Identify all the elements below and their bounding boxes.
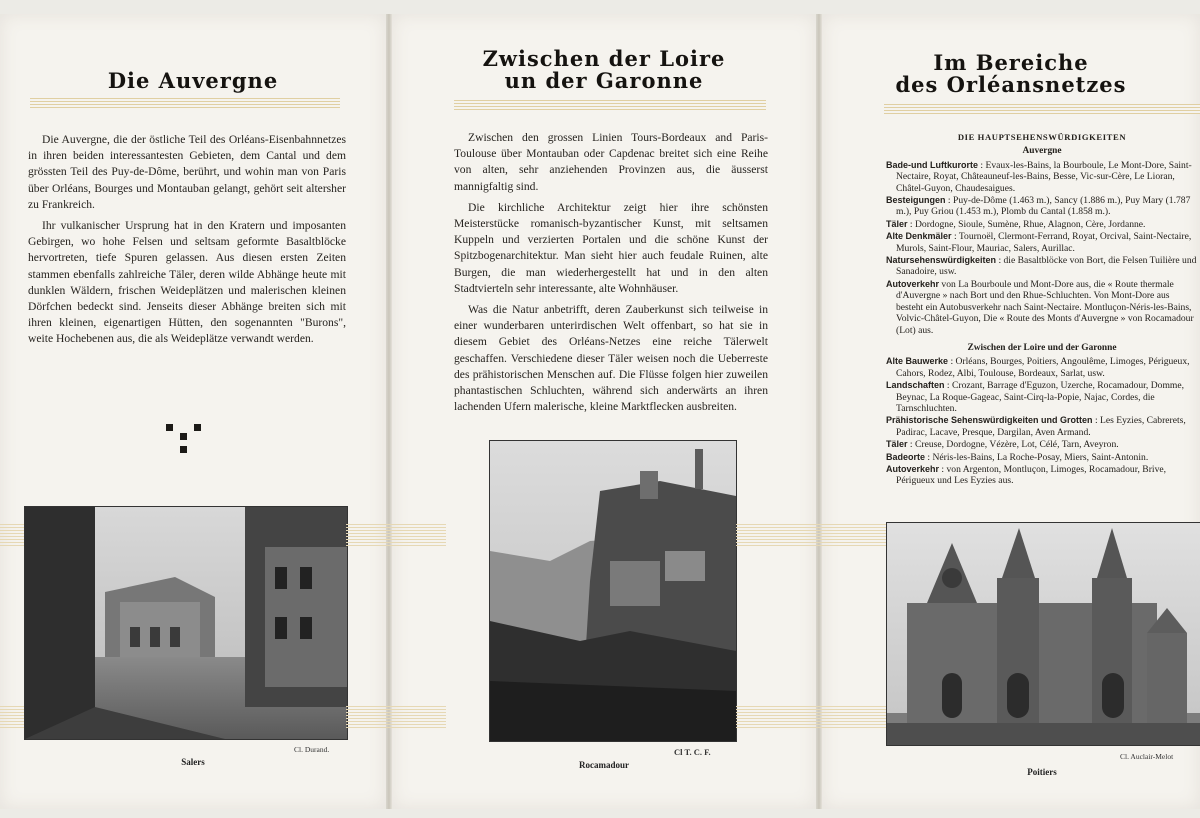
- photo-poitiers: [886, 522, 1200, 746]
- title-rule: [884, 104, 1200, 114]
- title-rule: [454, 100, 766, 110]
- paragraph: Ihr vulkanischer Ursprung hat in den Kratern und imposanten Gebirgen, wo hohe Felsen und seltsam geformte Basaltblöcke hervortreten, tiefe Spuren gelassen. Aus diesen ersten Zeiten stammen ebenfalls zahlreiche Täler, deren wilde Abhänge heute mit dunklen Wäldern, frischen Weideplätzen und malerischen kleinen Dörfchen bedeckt sind. Jenseits dieser Abhänge breiten sich mit ihren kleinen, eigenartigen Hütten, den sogenannten "Burons", weite Hochebenen aus, die als Weideplätze verwandt werden.: [28, 219, 346, 346]
- title-line-2: un der Garonne: [504, 68, 704, 94]
- list-item: Bade-und Luftkurorte : Evaux-les-Bains, la Bourboule, Le Mont-Dore, Saint-Nectaire, Royat, Châteauneuf-les-Bains, Besse, Vic-sur-Cère, Le Lioran, Châtel-Guyon, Chaudesaigues.: [886, 159, 1192, 194]
- decorative-band: [736, 706, 886, 728]
- decorative-band: [346, 706, 446, 728]
- list-item: Täler : Dordogne, Sioule, Sumène, Rhue, Alagnon, Cère, Jordanne.: [886, 218, 1146, 230]
- photo-caption: Poitiers: [1027, 767, 1057, 777]
- list-item: Täler : Creuse, Dordogne, Vézère, Lot, Célé, Tarn, Aveyron.: [886, 439, 1119, 451]
- panel-orleansnetz: [822, 14, 1200, 809]
- panel-title: [822, 52, 1200, 96]
- photo-credit: Cl T. C. F.: [674, 747, 711, 757]
- paragraph: Was die Natur anbetrifft, deren Zauberkunst sich teilweise in einer wunderbaren unterirdischen Welt offenbart, so hat sie in diesem Gebiet des Orléans-Netzes eine reiche Tälerwelt geschaffen. Verschiedene dieser Täler weisen noch die Ueberreste des prähistorischen Menschen auf. Die Flüsse folgen hier zuweilen phantastischen Schluchten, während sich anderwärts an ihren lachenden Ufern malerische, kleine Marktflecken ausbreiten.: [454, 303, 768, 414]
- photo-caption: Salers: [181, 757, 205, 767]
- section-heading: Zwischen der Loire und der Garonne: [967, 342, 1117, 353]
- title-line-2: des Orléansnetzes: [895, 72, 1127, 98]
- panel-title: [392, 48, 816, 92]
- panel-title: Die Auvergne: [107, 68, 279, 93]
- list-item: Prähistorische Sehenswürdigkeiten und Grotten : Les Eyzies, Cabrerets, Padirac, Lacave, Presque, Dargilan, Aven Armand.: [886, 415, 1186, 438]
- paragraph: Zwischen den grossen Linien Tours-Bordeaux and Paris-Toulouse über Montauban oder Capdenac breitet sich eine Reihe von alten, sehr anziehenden Provinzen aus, die äusserst mannigfaltig sind.: [454, 131, 768, 193]
- panel-body-text: [28, 132, 346, 353]
- decorative-band: [736, 524, 886, 546]
- title-line-1: Zwischen der Loire: [482, 46, 726, 71]
- list-item: Besteigungen : Puy-de-Dôme (1.463 m.), Sancy (1.886 m.), Puy Mary (1.787 m.), Puy Griou (1.453 m.), Plomb du Cantal (1.858 m.).: [886, 195, 1191, 218]
- panel-body-text: [454, 130, 768, 420]
- list-item: Autoverkehr : von Argenton, Montluçon, Limoges, Rocamadour, Brive, Périgueux und Les Eyzies aus.: [886, 463, 1167, 487]
- list-item: Badeorte : Néris-les-Bains, La Roche-Posay, Miers, Saint-Antonin.: [886, 451, 1149, 463]
- photo-rocamadour: [489, 440, 737, 742]
- panel-loire-garonne: [392, 14, 816, 809]
- list-item: Alte Denkmäler : Tournoël, Clermont-Ferrand, Royat, Orcival, Saint-Nectaire, Murols, Saint-Flour, Mauriac, Salers, Aurillac.: [886, 231, 1192, 254]
- title-line-1: Im Bereiche: [933, 50, 1089, 75]
- list-item: Landschaften : Crozant, Barrage d'Eguzon, Uzerche, Rocamadour, Domme, Beynac, La Roque-Gageac, Saint-Cirq-la-Popie, Najac, Cordes, die Tarnschluchten.: [886, 380, 1185, 414]
- photo-salers: [24, 506, 348, 740]
- paragraph: Die kirchliche Architektur zeigt hier ihre schönsten Meisterstücke romanisch-byzantischer Kunst, mit seltsamen Kuppeln und verzierten Portalen und die schöne Kunst der Spitzbogenarchitektur. Man sieht hier auch feudale Ruinen, alte Burgen, die man wiederhergestellt hat und in den alten Stadtvierteln sehr interessante, alte Wohnhäuser.: [454, 200, 768, 295]
- list-item: Natursehenswürdigkeiten : die Basaltblöcke von Bort, die Felsen Tuilière und Sanadoire, usw.: [886, 255, 1197, 278]
- decorative-band: [0, 706, 24, 728]
- paragraph: Die Auvergne, die der östliche Teil des Orléans-Eisenbahnnetzes in ihren beiden interessantesten Gebieten, dem Cantal und dem grössten Teil des Puy-de-Dôme, berührt, und wohin man von Paris über Orléans, Bourges und Montauban gelangt, gehört seit altersher zu Frankreich.: [28, 133, 346, 211]
- ornament-icon: [166, 424, 206, 464]
- sights-list: [886, 132, 1198, 488]
- photo-credit: Cl. Auclair-Melot: [1120, 752, 1174, 761]
- list-item: Alte Bauwerke : Orléans, Bourges, Poitiers, Angoulême, Limoges, Périgueux, Cahors, Rodez, Albi, Toulouse, Bordeaux, Sarlat, usw.: [886, 356, 1190, 379]
- decorative-band: [0, 524, 24, 546]
- title-rule: [30, 98, 340, 108]
- sights-heading: DIE HAUPTSEHENSWÜRDIGKEITEN: [957, 132, 1127, 142]
- photo-caption: Rocamadour: [579, 760, 629, 770]
- panel-auvergne: [0, 14, 386, 809]
- photo-credit: Cl. Durand.: [294, 745, 330, 754]
- section-heading: Auvergne: [1022, 146, 1062, 157]
- decorative-band: [346, 524, 446, 546]
- list-item: Autoverkehr von La Bourboule und Mont-Dore aus, die « Route thermale d'Auvergne » nach Bort und den Rhue-Schluchten. Von Mont-Dore aus besteht ein Autobusverkehr nach Saint-Nectaire. Montluçon-Néris-les-Bains, Volvic-Châtel-Guyon, Die « Route des Monts d'Auvergne » von Rocamadour (Lot) aus.: [886, 278, 1194, 336]
